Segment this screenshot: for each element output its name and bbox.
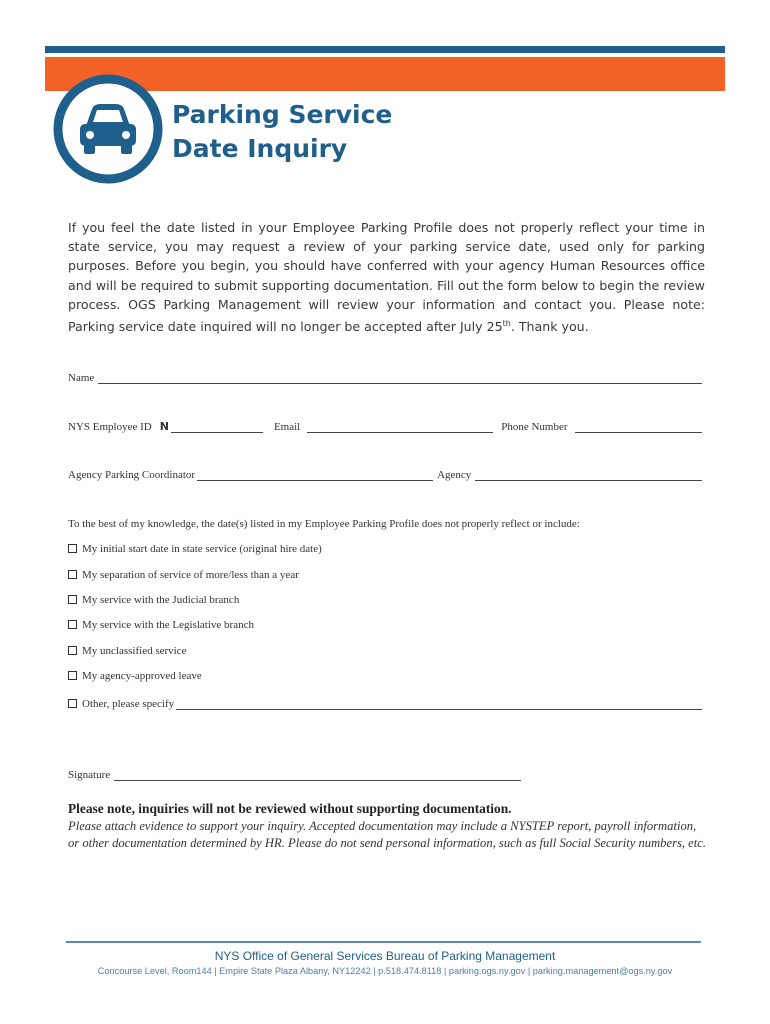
option-row (68, 543, 322, 555)
employee-id-field[interactable] (171, 420, 263, 433)
statement-text: To the best of my knowledge, the date(s) listed in my Employee Parking Profile does not properly reflect or include: (68, 518, 580, 530)
employee-id-prefix: N (159, 420, 169, 433)
email-label: Email (273, 421, 301, 433)
coordinator-label: Agency Parking Coordinator (68, 469, 196, 481)
phone-field[interactable] (575, 420, 702, 433)
phone-label: Phone Number (501, 421, 568, 433)
checkbox[interactable] (68, 699, 77, 708)
checkbox[interactable] (68, 646, 77, 655)
footer-rule (66, 941, 701, 943)
option-row (68, 670, 202, 682)
employee-id-label: NYS Employee ID (68, 421, 152, 433)
note-body: Please attach evidence to support your inquiry. Accepted documentation may include a NYSTEP report, payroll information, or other documentation determined by HR. Please do not send personal information, such as full Social Security numbers, etc. (68, 819, 706, 850)
name-field[interactable] (98, 371, 702, 384)
option-label: My service with the Judicial branch (82, 594, 240, 606)
checkbox[interactable] (68, 544, 77, 553)
car-icon (53, 74, 163, 184)
option-label: Other, please specify (82, 698, 175, 710)
header-top-rule (45, 46, 725, 53)
option-label: My agency-approved leave (82, 670, 202, 682)
signature-label: Signature (68, 769, 111, 781)
option-label: My initial start date in state service (original hire date) (82, 543, 322, 555)
option-label: My service with the Legislative branch (82, 619, 254, 631)
title-line-2: Date Inquiry (172, 134, 348, 163)
note-heading: Please note, inquiries will not be reviewed without supporting documentation. (68, 801, 512, 816)
page-title (172, 98, 392, 166)
option-row (68, 594, 239, 606)
intro-superscript: th (502, 319, 511, 329)
checkbox[interactable] (68, 595, 77, 604)
name-row (68, 371, 702, 384)
coordinator-agency-row (68, 468, 702, 481)
option-label: My unclassified service (82, 645, 187, 657)
checkbox[interactable] (68, 620, 77, 629)
intro-text: If you feel the date listed in your Employee Parking Profile does not properly reflect your time in state service, you may request a review of your parking service date, used only for parking purposes. Before you begin, you should have conferred with your agency Human Resources office and will be required to submit supporting documentation. Fill out the form below to begin the review process. OGS Parking Management will review your information and contact you. Please note: Parking service date inquired will no longer be accepted after July 25 (68, 220, 705, 335)
agency-label: Agency (437, 469, 472, 481)
option-row (68, 645, 186, 657)
agency-field[interactable] (475, 468, 702, 481)
option-row-other (68, 697, 702, 710)
checkbox[interactable] (68, 671, 77, 680)
option-row (68, 619, 254, 631)
option-label: My separation of service of more/less than a year (82, 569, 299, 581)
intro-text-end: . Thank you. (510, 319, 589, 335)
title-line-1: Parking Service (172, 100, 393, 129)
footer-contact: Concourse Level, Room144 | Empire State Plaza Albany, NY12242 | p.518.474.8118 | parking.ogs.ny.gov | parking.management@ogs.ny.gov (97, 966, 673, 976)
coordinator-field[interactable] (197, 468, 433, 481)
signature-row (68, 768, 521, 781)
id-email-phone-row (68, 420, 702, 433)
footer-organization: NYS Office of General Services Bureau of Parking Management (214, 949, 556, 963)
intro-paragraph (68, 218, 705, 336)
other-specify-field[interactable] (176, 697, 702, 710)
option-row (68, 569, 299, 581)
name-label: Name (68, 372, 95, 384)
checkbox[interactable] (68, 570, 77, 579)
email-field[interactable] (307, 420, 493, 433)
signature-field[interactable] (114, 768, 521, 781)
